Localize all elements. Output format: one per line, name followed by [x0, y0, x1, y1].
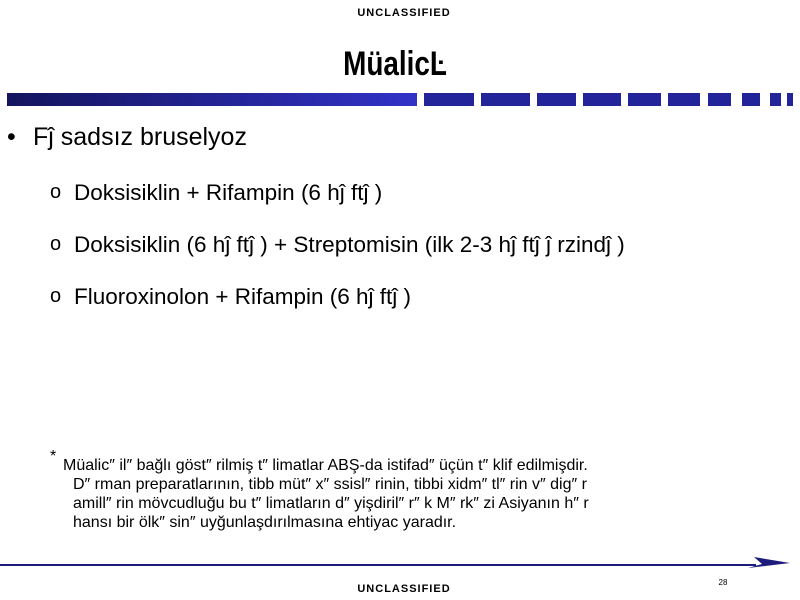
footnote-line: D″ rman preparatlarının, tibb müt″ x″ ssisl″ rinin, tibbi xidm″ tl″ rin v″ dig″ r: [73, 476, 587, 493]
title-bar-segment: [628, 93, 661, 106]
title-bar-segment: [537, 93, 576, 106]
slide-title: MüalicĿ: [343, 45, 447, 83]
main-bullet-text: Fĵ sadsız bruselyoz: [33, 123, 247, 151]
sub-bullet-circle-icon: o: [50, 285, 62, 307]
title-bar-segment: [668, 93, 700, 106]
sub-bullet-text: Doksisiklin + Rifampin (6 hĵ ftĵ ): [74, 180, 383, 205]
footnote-line: Müalic″ il″ bağlı göst″ rilmiş t″ limatlar ABŞ-da istifad″ üçün t″ klif edilmişdir.: [63, 457, 588, 474]
title-bar-segment: [708, 93, 731, 106]
footnote-line: hansı bir ölk″ sin″ uyğunlaşdırılmasına ehtiyac yaradır.: [73, 514, 457, 531]
title-bar-segment: [742, 93, 760, 106]
sub-bullet-text: Doksisiklin (6 hĵ ftĵ ) + Streptomisin (ilk 2-3 hĵ ftĵ ĵ rzindĵ ): [74, 232, 625, 257]
title-bar-gradient: [7, 93, 417, 106]
sub-bullet-circle-icon: o: [50, 181, 62, 203]
classification-header: UNCLASSIFIED: [357, 7, 451, 19]
sub-bullet-text: Fluoroxinolon + Rifampin (6 hĵ ftĵ ): [74, 284, 412, 309]
bullet-dot-icon: •: [7, 123, 16, 151]
arrow-right-icon: [740, 552, 796, 574]
footer-rule: [0, 564, 756, 566]
classification-footer: UNCLASSIFIED: [357, 583, 451, 595]
title-bar-segment: [583, 93, 621, 106]
sub-bullet-circle-icon: o: [50, 233, 62, 255]
footnote-asterisk: *: [50, 448, 57, 465]
title-bar-segment: [770, 93, 781, 106]
title-bar-segment: [424, 93, 474, 106]
footnote-line: amill″ rin mövcudluğu bu t″ limatların d″ yişdiril″ r″ k M″ rk″ zi Asiyanın h″ r: [73, 495, 589, 512]
title-bar-segment: [481, 93, 530, 106]
title-bar-segment: [787, 93, 793, 106]
page-number: 28: [718, 578, 728, 587]
